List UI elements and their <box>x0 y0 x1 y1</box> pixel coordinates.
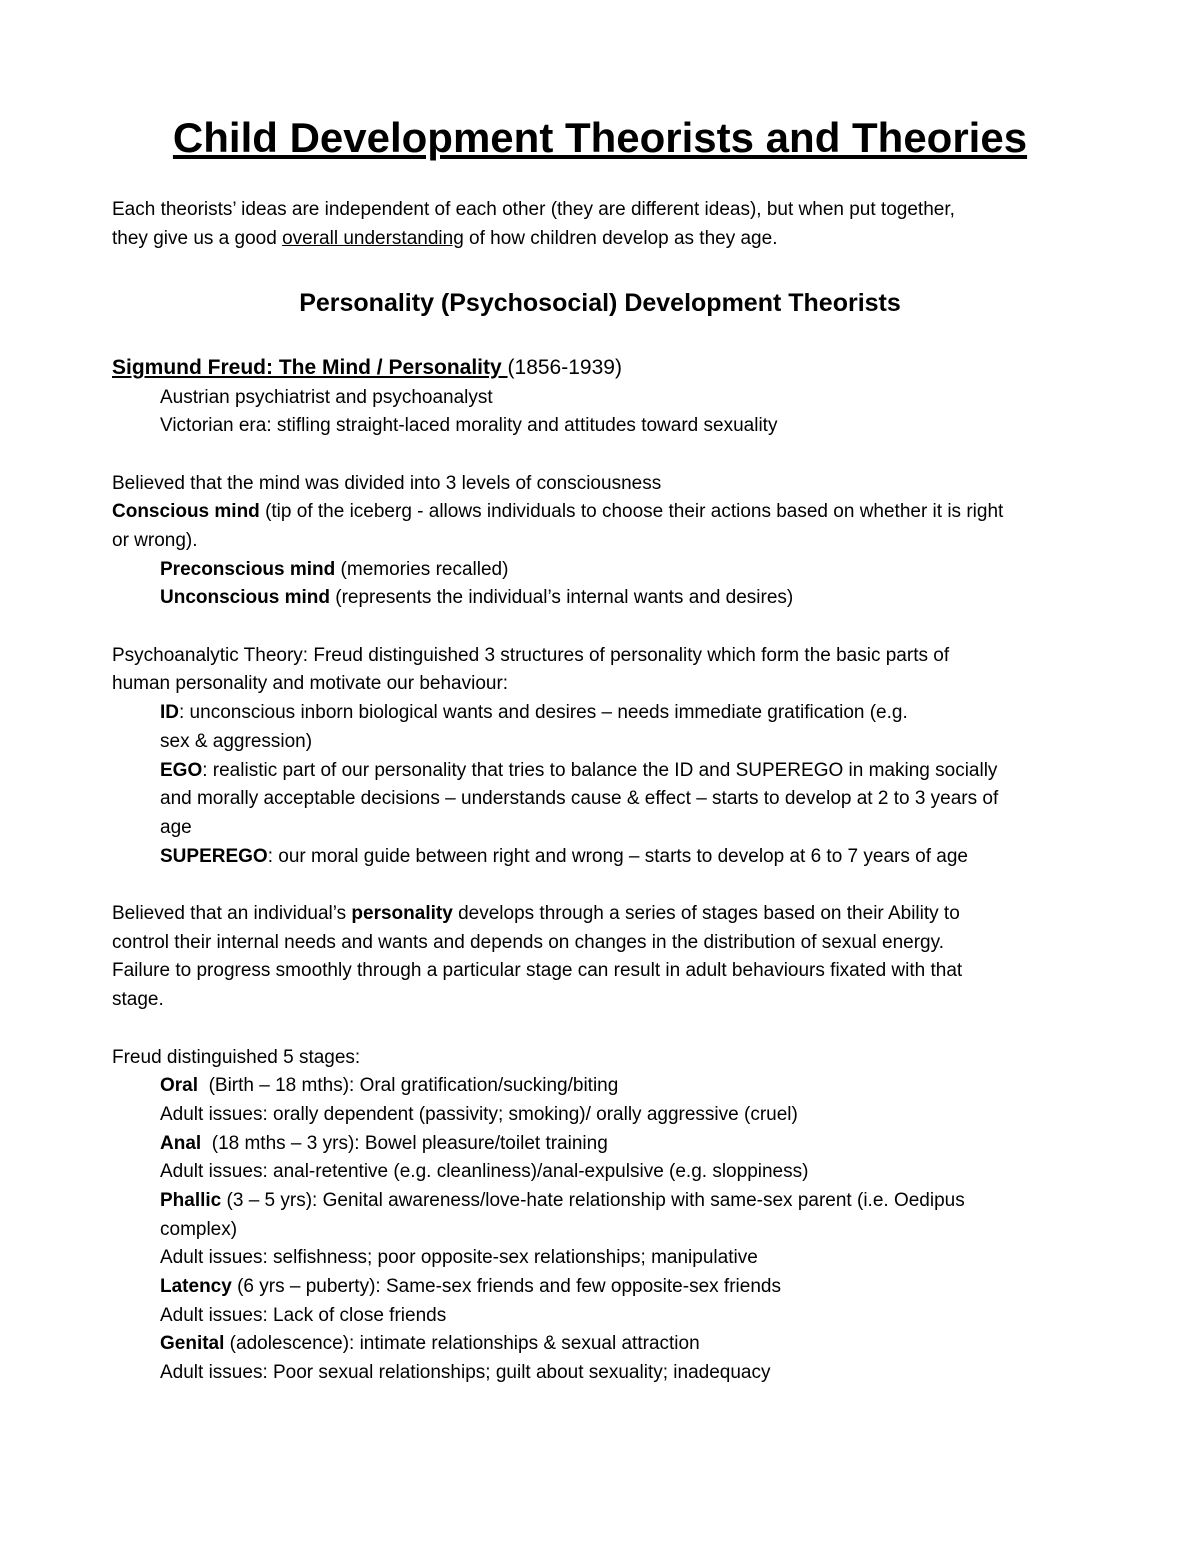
personality-line-1 <box>112 900 960 928</box>
intro-line-2 <box>112 225 777 253</box>
stage-label: Anal <box>160 1133 202 1154</box>
ego-label: EGO <box>160 760 203 781</box>
conscious-mind-line-2: or wrong). <box>112 530 198 551</box>
unconscious-label: Unconscious mind <box>160 587 330 608</box>
preconscious-text: (memories recalled) <box>335 559 509 580</box>
personality-text: Believed that an individual’s <box>112 903 352 924</box>
document-title: Child Development Theorists and Theories <box>172 114 1028 161</box>
freud-years: (1856-1939) <box>507 356 622 379</box>
superego-text: : our moral guide between right and wrong – starts to develop at 6 to 7 years of age <box>267 846 968 867</box>
stage-oral-adult: Adult issues: orally dependent (passivity; smoking)/ orally aggressive (cruel) <box>160 1104 798 1125</box>
intro-text: Each theorists’ ideas are independent of each other (they are different ideas), but when put together, <box>112 199 955 220</box>
intro-text: of how children develop as they age. <box>463 228 778 249</box>
stage-phallic-2: complex) <box>160 1219 238 1240</box>
stage-phallic <box>160 1187 965 1215</box>
consciousness-intro: Believed that the mind was divided into 3 levels of consciousness <box>112 473 662 494</box>
stage-anal-adult: Adult issues: anal-retentive (e.g. cleanliness)/anal-expulsive (e.g. sloppiness) <box>160 1161 809 1182</box>
personality-line-3: Failure to progress smoothly through a particular stage can result in adult behaviours fixated with that <box>112 960 963 981</box>
psychoanalytic-line-1: Psychoanalytic Theory: Freud distinguished 3 structures of personality which form the basic parts of <box>112 645 950 666</box>
stage-phallic-adult: Adult issues: selfishness; poor opposite-sex relationships; manipulative <box>160 1247 758 1268</box>
conscious-mind-line <box>112 498 1003 526</box>
freud-name: Sigmund Freud: The Mind / Personality <box>112 356 508 379</box>
stage-oral <box>160 1072 618 1100</box>
stages-intro: Freud distinguished 5 stages: <box>112 1047 361 1068</box>
intro-underlined-text: overall understanding <box>282 228 464 249</box>
stage-anal <box>160 1130 608 1158</box>
ego-text: : realistic part of our personality that tries to balance the ID and SUPEREGO in making socially <box>202 760 998 781</box>
intro-text: they give us a good <box>112 228 283 249</box>
personality-text: develops through a series of stages based on their Ability to <box>452 903 960 924</box>
personality-bold: personality <box>351 903 453 924</box>
personality-line-4: stage. <box>112 989 164 1010</box>
freud-bio-2: Victorian era: stifling straight-laced morality and attitudes toward sexuality <box>160 415 778 436</box>
unconscious-mind-line <box>160 584 793 612</box>
personality-line-2: control their internal needs and wants and depends on changes in the distribution of sexual energy. <box>112 932 944 953</box>
stage-genital-adult: Adult issues: Poor sexual relationships; guilt about sexuality; inadequacy <box>160 1362 771 1383</box>
id-line <box>160 699 908 727</box>
stage-latency-adult: Adult issues: Lack of close friends <box>160 1305 447 1326</box>
section-heading: Personality (Psychosocial) Development Theorists <box>299 289 901 317</box>
stage-text: (6 yrs – puberty): Same-sex friends and few opposite-sex friends <box>231 1276 781 1297</box>
ego-line-2: and morally acceptable decisions – understands cause & effect – starts to develop at 2 to 3 years of <box>160 788 999 809</box>
stage-genital <box>160 1330 700 1358</box>
preconscious-mind-line <box>160 556 508 584</box>
psychoanalytic-line-2: human personality and motivate our behaviour: <box>112 673 509 694</box>
stage-text: (3 – 5 yrs): Genital awareness/love-hate relationship with same-sex parent (i.e. Oedipus <box>221 1190 965 1211</box>
conscious-text: (tip of the iceberg - allows individuals to choose their actions based on whether it is right <box>259 501 1004 522</box>
stage-text: (Birth – 18 mths): Oral gratification/sucking/biting <box>198 1075 619 1096</box>
stage-text: (18 mths – 3 yrs): Bowel pleasure/toilet training <box>201 1133 608 1154</box>
ego-line <box>160 757 997 785</box>
superego-label: SUPEREGO <box>160 846 268 867</box>
id-label: ID <box>160 702 179 723</box>
stage-label: Genital <box>160 1333 225 1354</box>
unconscious-text: (represents the individual’s internal wants and desires) <box>329 587 794 608</box>
stage-latency <box>160 1273 781 1301</box>
stage-text: (adolescence): intimate relationships & sexual attraction <box>224 1333 700 1354</box>
id-text: : unconscious inborn biological wants and desires – needs immediate gratification (e.g. <box>179 702 908 723</box>
freud-bio-1: Austrian psychiatrist and psychoanalyst <box>160 387 493 408</box>
id-line-2: sex & aggression) <box>160 731 313 752</box>
intro-line-1 <box>112 196 955 224</box>
ego-line-3: age <box>160 817 192 838</box>
preconscious-label: Preconscious mind <box>160 559 336 580</box>
conscious-label: Conscious mind <box>112 501 260 522</box>
stage-label: Oral <box>160 1075 199 1096</box>
stage-label: Latency <box>160 1276 232 1297</box>
stage-label: Phallic <box>160 1190 222 1211</box>
superego-line <box>160 843 968 871</box>
freud-heading <box>112 354 622 382</box>
